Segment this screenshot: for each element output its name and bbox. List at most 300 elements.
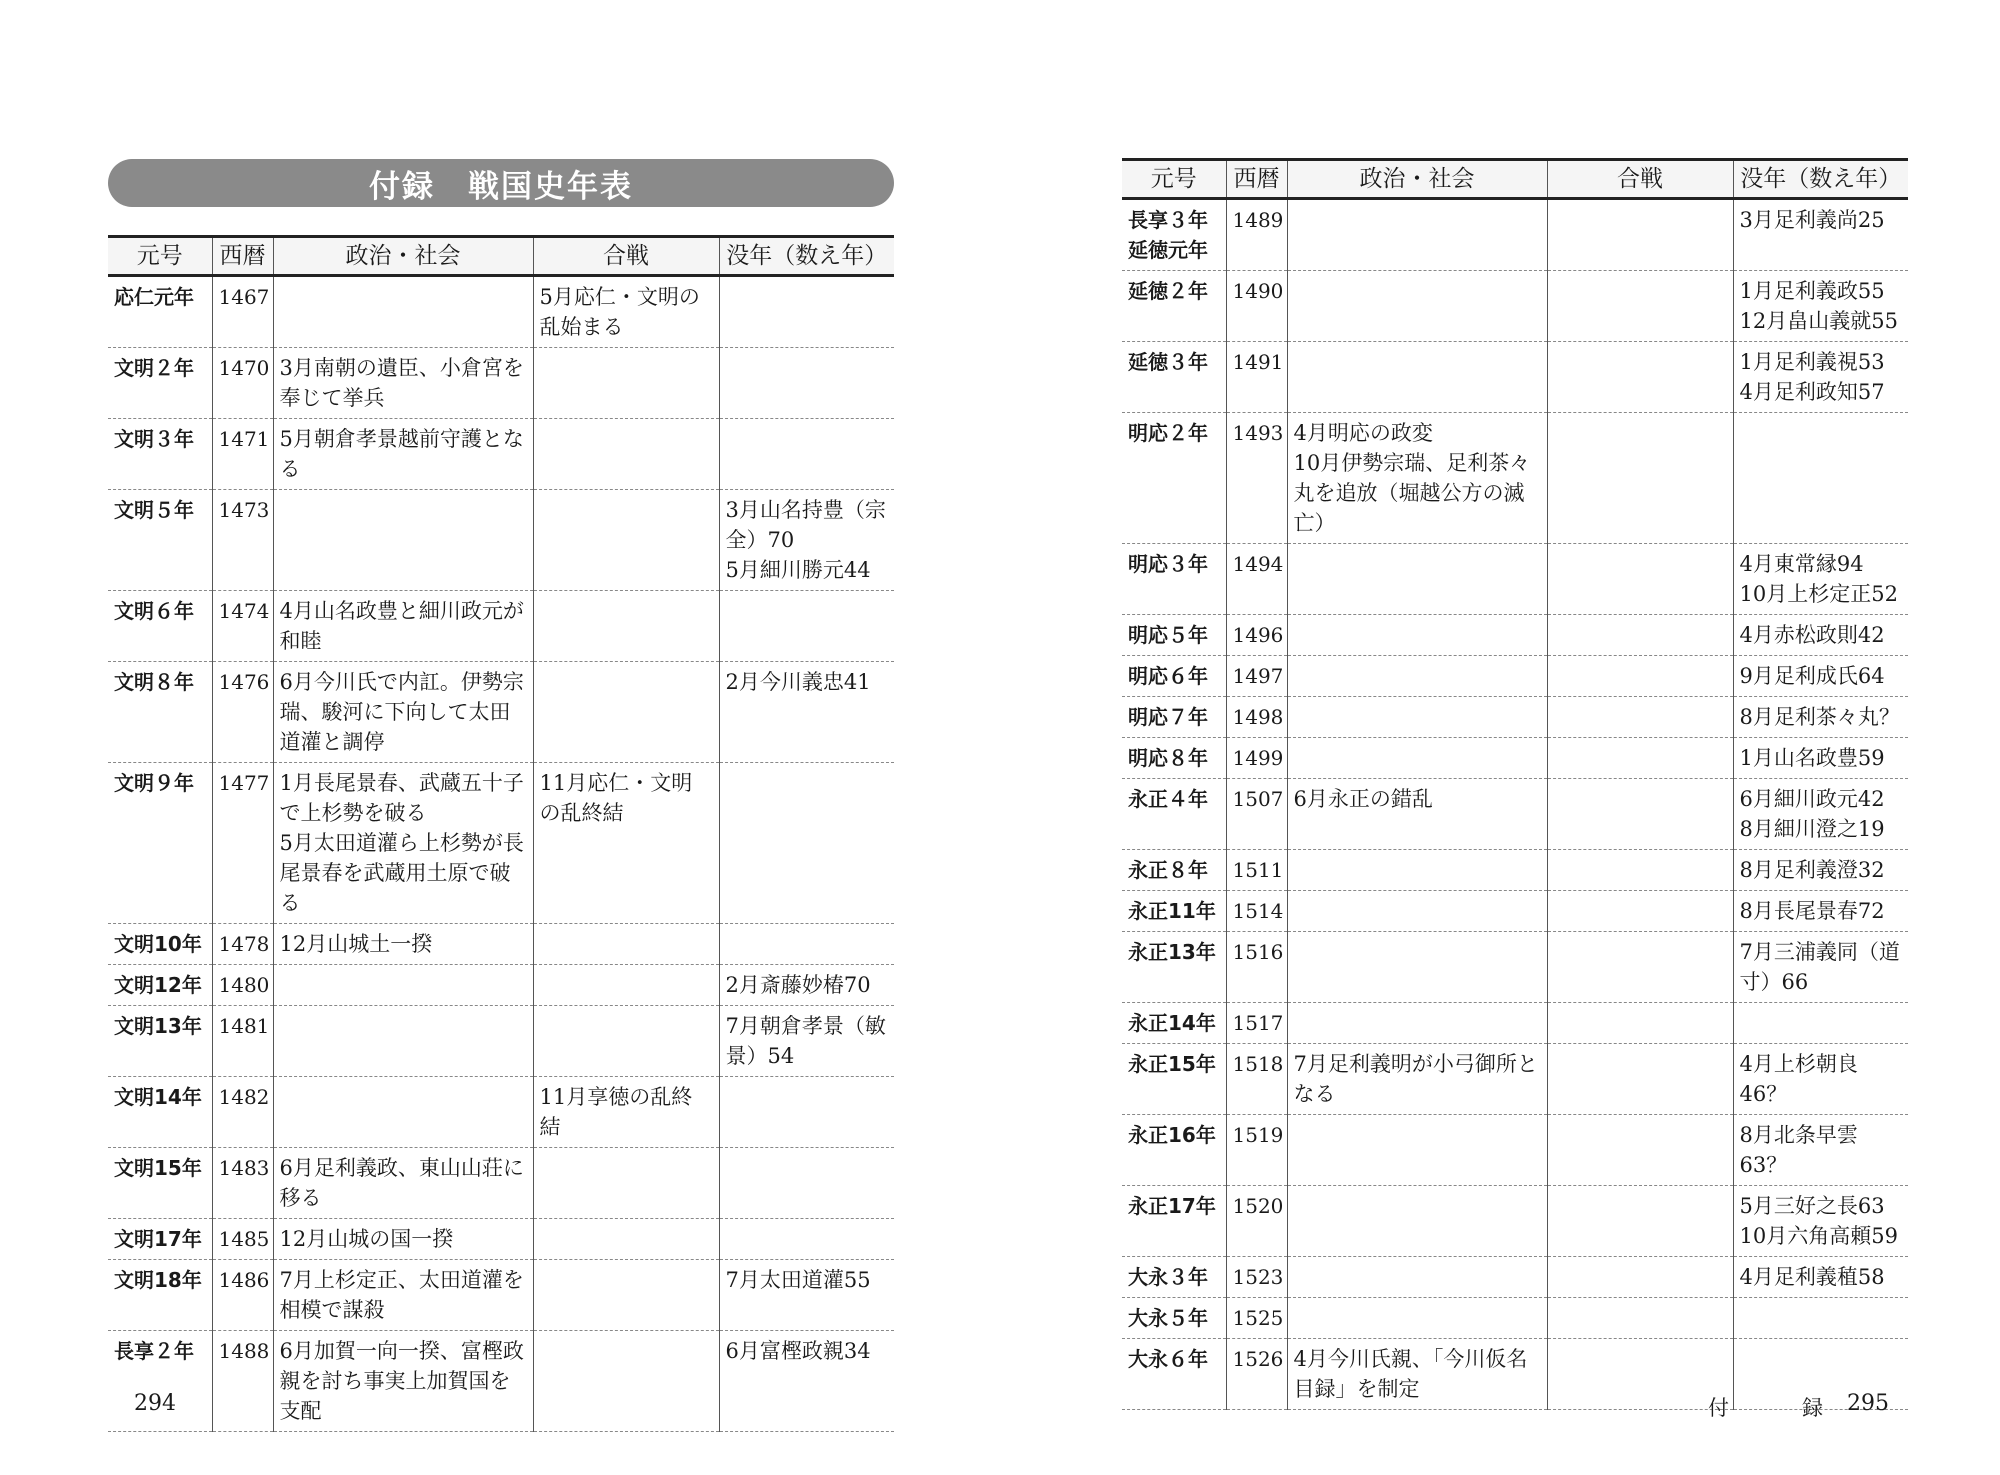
battle-cell [1547,271,1733,342]
era-cell [108,348,212,419]
politics-cell [1287,1257,1547,1298]
table-row [1122,779,1908,850]
politics-cell [1287,656,1547,697]
era-cell [1122,932,1226,1003]
politics-entry: 3月南朝の遺臣、小倉宮を奉じて挙兵 [279,356,524,410]
year-cell: 1490 [1226,271,1287,342]
battle-cell [533,591,719,662]
battle-cell [1547,1115,1733,1186]
politics-cell [1287,271,1547,342]
year-cell: 1516 [1226,932,1287,1003]
era-cell [1122,738,1226,779]
table-row [1122,1003,1908,1044]
deaths-entry: 8月長尾景春72 [1739,899,1885,923]
col-header-politics: 政治・社会 [1287,160,1547,199]
deaths-cell [1733,738,1908,779]
year-cell: 1486 [212,1260,273,1331]
politics-cell [273,591,533,662]
politics-cell [273,1219,533,1260]
deaths-cell [719,1077,894,1148]
col-header-battle: 合戦 [1547,160,1733,199]
deaths-cell [719,662,894,763]
era-cell [1122,891,1226,932]
year-cell: 1499 [1226,738,1287,779]
table-row [1122,615,1908,656]
year-cell: 1514 [1226,891,1287,932]
era-cell [1122,271,1226,342]
deaths-cell [719,1148,894,1219]
table-row [108,1006,894,1077]
era-text: 永正８年 [1128,858,1208,882]
deaths-entry: 4月足利義稙58 [1739,1265,1885,1289]
running-head-char: 録 [1802,1396,1823,1420]
politics-cell [273,965,533,1006]
page-number-right: 295 [1847,1391,1889,1416]
battle-cell [1547,1298,1733,1339]
politics-cell [1287,413,1547,544]
table-row [1122,850,1908,891]
era-text: 文明15年 [114,1156,202,1180]
table-body-left [108,276,894,1432]
battle-cell [533,1148,719,1219]
right-page [1000,0,2000,1475]
era-text: 永正16年 [1128,1123,1216,1147]
deaths-entry: 3月足利義尚25 [1739,208,1885,232]
deaths-cell [719,1219,894,1260]
battle-cell [1547,891,1733,932]
era-text: 永正14年 [1128,1011,1216,1035]
battle-cell [1547,850,1733,891]
politics-cell [1287,1339,1547,1410]
table-row [1122,1186,1908,1257]
table-row [108,1260,894,1331]
table-row [1122,738,1908,779]
table-row [1122,1044,1908,1115]
era-text: 文明17年 [114,1227,202,1251]
era-text: 大永５年 [1128,1306,1208,1330]
politics-entry: 1月長尾景春、武蔵五十子で上杉勢を破る [279,771,524,825]
era-cell [1122,1003,1226,1044]
table-row [1122,932,1908,1003]
year-cell: 1474 [212,591,273,662]
era-text: 永正17年 [1128,1194,1216,1218]
deaths-cell [1733,1298,1908,1339]
era-text: 文明２年 [114,356,194,380]
deaths-cell [1733,1186,1908,1257]
table-row [108,924,894,965]
col-header-politics: 政治・社会 [273,237,533,276]
battle-cell [533,965,719,1006]
year-cell: 1526 [1226,1339,1287,1410]
deaths-entry: 5月細川勝元44 [725,558,871,582]
table-row [1122,1257,1908,1298]
battle-cell [1547,615,1733,656]
politics-cell [1287,342,1547,413]
year-cell: 1507 [1226,779,1287,850]
table-row [1122,271,1908,342]
deaths-cell [1733,1115,1908,1186]
era-text: 永正15年 [1128,1052,1216,1076]
battle-cell [1547,1257,1733,1298]
battle-cell [533,276,719,348]
year-cell: 1488 [212,1331,273,1432]
era-text: 長享２年 [114,1339,194,1363]
table-row [108,490,894,591]
deaths-cell [1733,779,1908,850]
politics-entry: 7月上杉定正、太田道灌を相模で謀殺 [279,1268,524,1322]
deaths-entry: 8月足利義澄32 [1739,858,1885,882]
year-cell: 1517 [1226,1003,1287,1044]
year-cell: 1525 [1226,1298,1287,1339]
table-row [108,1148,894,1219]
politics-cell [273,1077,533,1148]
battle-cell [1547,1186,1733,1257]
era-text: 延徳３年 [1128,350,1208,374]
battle-cell [1547,1044,1733,1115]
deaths-entry: 1月足利義視53 [1739,350,1885,374]
table-row [1122,697,1908,738]
era-cell [108,662,212,763]
table-row [108,1077,894,1148]
table-row [1122,656,1908,697]
politics-cell [273,348,533,419]
deaths-cell [1733,271,1908,342]
era-cell [108,1219,212,1260]
deaths-entry: 3月山名持豊（宗全）70 [725,498,886,552]
battle-cell [533,1331,719,1432]
politics-cell [1287,1003,1547,1044]
era-cell [108,1006,212,1077]
chronology-table-left [108,235,894,1432]
politics-entry: 5月朝倉孝景越前守護となる [279,427,524,481]
year-cell: 1491 [1226,342,1287,413]
deaths-cell [1733,615,1908,656]
battle-cell [1547,413,1733,544]
col-header-deaths: 没年（数え年） [719,237,894,276]
table-body-right [1122,199,1908,1410]
politics-cell [1287,199,1547,271]
era-cell [108,276,212,348]
era-cell [108,1148,212,1219]
deaths-entry: 4月上杉朝良46？ [1739,1052,1858,1106]
table-row [1122,1298,1908,1339]
era-cell [1122,1186,1226,1257]
deaths-entry: 4月足利政知57 [1739,380,1885,404]
battle-cell [1547,342,1733,413]
battle-cell [533,490,719,591]
politics-cell [1287,738,1547,779]
year-cell: 1523 [1226,1257,1287,1298]
deaths-entry: 4月東常縁94 [1739,552,1864,576]
table-row [108,276,894,348]
year-cell: 1471 [212,419,273,490]
battle-cell [1547,199,1733,271]
table-row [108,662,894,763]
era-cell [1122,1115,1226,1186]
battle-cell [1547,779,1733,850]
year-cell: 1494 [1226,544,1287,615]
era-text: 明応７年 [1128,705,1208,729]
era-text: 文明10年 [114,932,202,956]
era-cell [108,965,212,1006]
battle-cell [533,763,719,924]
year-cell: 1481 [212,1006,273,1077]
era-cell [1122,779,1226,850]
era-text: 文明９年 [114,771,194,795]
battle-cell [533,1260,719,1331]
era-text: 文明８年 [114,670,194,694]
era-cell [1122,697,1226,738]
table-row [1122,413,1908,544]
politics-entry: 5月太田道灌ら上杉勢が長尾景春を武蔵用土原で破る [279,831,524,915]
table-row [1122,1115,1908,1186]
table-header-row [1122,160,1908,199]
deaths-entry: 1月足利義政55 [1739,279,1885,303]
era-cell [1122,1339,1226,1410]
year-cell: 1520 [1226,1186,1287,1257]
chronology-table-right [1122,158,1908,1410]
deaths-cell [1733,656,1908,697]
year-cell: 1498 [1226,697,1287,738]
era-cell [108,763,212,924]
deaths-cell [719,1260,894,1331]
deaths-cell [1733,199,1908,271]
battle-cell [1547,932,1733,1003]
era-text: 文明６年 [114,599,194,623]
deaths-cell [719,924,894,965]
battle-cell [1547,1003,1733,1044]
politics-cell [1287,1298,1547,1339]
politics-entry: 6月今川氏で内訌。伊勢宗瑞、駿河に下向して太田道灌と調停 [279,670,524,754]
era-text: 明応３年 [1128,552,1208,576]
era-cell [108,591,212,662]
deaths-cell [719,1006,894,1077]
year-cell: 1483 [212,1148,273,1219]
deaths-entry: 7月太田道灌55 [725,1268,871,1292]
politics-cell [273,763,533,924]
era-text: 永正４年 [1128,787,1208,811]
year-cell: 1489 [1226,199,1287,271]
politics-cell [1287,1044,1547,1115]
politics-entry: 10月伊勢宗瑞、足利茶々丸を追放（堀越公方の滅亡） [1293,451,1531,535]
year-cell: 1470 [212,348,273,419]
deaths-entry: 5月三好之長63 [1739,1194,1885,1218]
deaths-cell [1733,544,1908,615]
battle-cell [533,419,719,490]
year-cell: 1519 [1226,1115,1287,1186]
era-text: 文明13年 [114,1014,202,1038]
politics-entry: 12月山城土一揆 [279,932,433,956]
era-cell [1122,342,1226,413]
deaths-cell [1733,1257,1908,1298]
politics-entry: 4月今川氏親、「今川仮名目録」を制定 [1293,1347,1528,1401]
deaths-entry: 2月斎藤妙椿70 [725,973,871,997]
year-cell: 1493 [1226,413,1287,544]
table-row [108,348,894,419]
era-cell [1122,1257,1226,1298]
era-text: 文明12年 [114,973,202,997]
era-text: 明応５年 [1128,623,1208,647]
politics-cell [1287,1115,1547,1186]
battle-cell [533,348,719,419]
battle-cell [1547,738,1733,779]
deaths-entry: 4月赤松政則42 [1739,623,1885,647]
year-cell: 1485 [212,1219,273,1260]
deaths-cell [719,1331,894,1432]
era-cell [108,1077,212,1148]
year-cell: 1476 [212,662,273,763]
deaths-cell [719,490,894,591]
politics-entry: 4月山名政豊と細川政元が和睦 [279,599,524,653]
running-head [1708,1392,1823,1422]
era-cell [1122,615,1226,656]
era-text: 長享３年 [1128,208,1208,232]
politics-cell [273,419,533,490]
deaths-cell [1733,891,1908,932]
politics-entry: 12月山城の国一揆 [279,1227,454,1251]
table-row [108,763,894,924]
era-cell [108,1331,212,1432]
era-text: 文明14年 [114,1085,202,1109]
deaths-cell [719,591,894,662]
era-text: 延徳２年 [1128,279,1208,303]
deaths-entry: 8月足利茶々丸？ [1739,705,1900,729]
table-row [108,591,894,662]
politics-cell [1287,932,1547,1003]
battle-cell [533,1219,719,1260]
year-cell: 1467 [212,276,273,348]
era-text: 応仁元年 [114,285,194,309]
col-header-battle: 合戦 [533,237,719,276]
deaths-cell [1733,413,1908,544]
battle-cell [1547,544,1733,615]
battle-cell [533,924,719,965]
deaths-cell [719,276,894,348]
battle-cell [1547,1339,1733,1410]
era-cell [108,924,212,965]
deaths-entry: 10月上杉定正52 [1739,582,1898,606]
deaths-cell [1733,850,1908,891]
deaths-entry: 2月今川義忠41 [725,670,871,694]
deaths-cell [719,419,894,490]
era-text: 文明３年 [114,427,194,451]
year-cell: 1518 [1226,1044,1287,1115]
deaths-entry: 12月畠山義就55 [1739,309,1898,333]
deaths-cell [719,763,894,924]
year-cell: 1478 [212,924,273,965]
page-number-left: 294 [134,1391,176,1416]
era-cell [108,1260,212,1331]
era-text: 明応６年 [1128,664,1208,688]
deaths-cell [1733,1003,1908,1044]
year-cell: 1480 [212,965,273,1006]
deaths-cell [1733,342,1908,413]
deaths-cell [1733,1044,1908,1115]
politics-cell [1287,891,1547,932]
year-cell: 1511 [1226,850,1287,891]
politics-entry: 6月永正の錯乱 [1293,787,1433,811]
table-row [108,1219,894,1260]
politics-cell [1287,544,1547,615]
era-text: 文明18年 [114,1268,202,1292]
table-row [1122,342,1908,413]
battle-cell [533,662,719,763]
deaths-entry: 10月六角高頼59 [1739,1224,1898,1248]
table-row [1122,199,1908,271]
deaths-entry: 7月三浦義同（道寸）66 [1739,940,1900,994]
deaths-entry: 8月細川澄之19 [1739,817,1885,841]
era-text: 文明５年 [114,498,194,522]
politics-cell [273,276,533,348]
politics-entry: 6月足利義政、東山山荘に移る [279,1156,524,1210]
deaths-cell [719,965,894,1006]
politics-cell [1287,1186,1547,1257]
era-cell [1122,1044,1226,1115]
battle-entry: 11月応仁・文明の乱終結 [539,771,693,825]
era-text: 大永６年 [1128,1347,1208,1371]
politics-cell [1287,850,1547,891]
battle-cell [1547,697,1733,738]
politics-cell [273,924,533,965]
politics-cell [273,1331,533,1432]
battle-cell [533,1006,719,1077]
era-text: 永正11年 [1128,899,1216,923]
era-cell [1122,544,1226,615]
era-cell [1122,850,1226,891]
deaths-entry: 6月富樫政親34 [725,1339,871,1363]
era-text: 延徳元年 [1128,238,1208,262]
era-text: 明応８年 [1128,746,1208,770]
era-cell [108,490,212,591]
politics-cell [1287,697,1547,738]
col-header-era: 元号 [1122,160,1226,199]
year-cell: 1497 [1226,656,1287,697]
table-row [108,965,894,1006]
era-cell [108,419,212,490]
year-cell: 1477 [212,763,273,924]
deaths-cell [1733,932,1908,1003]
battle-entry: 5月応仁・文明の乱始まる [539,285,700,339]
table-header-row [108,237,894,276]
era-cell [1122,656,1226,697]
col-header-year: 西暦 [212,237,273,276]
col-header-era: 元号 [108,237,212,276]
politics-entry: 4月明応の政変 [1293,421,1433,445]
battle-cell [533,1077,719,1148]
era-text: 大永３年 [1128,1265,1208,1289]
deaths-cell [1733,697,1908,738]
deaths-entry: 6月細川政元42 [1739,787,1885,811]
appendix-title: 付録 戦国史年表 [108,159,894,207]
table-row [108,1331,894,1432]
running-head-char: 付 [1708,1396,1729,1420]
era-text: 永正13年 [1128,940,1216,964]
year-cell: 1482 [212,1077,273,1148]
table-row [108,419,894,490]
politics-cell [273,490,533,591]
era-cell [1122,1298,1226,1339]
table-row [1122,544,1908,615]
politics-entry: 6月加賀一向一揆、富樫政親を討ち事実上加賀国を支配 [279,1339,524,1423]
era-text: 明応２年 [1128,421,1208,445]
year-cell: 1496 [1226,615,1287,656]
deaths-entry: 1月山名政豊59 [1739,746,1885,770]
battle-entry: 11月享徳の乱終結 [539,1085,693,1139]
politics-cell [273,662,533,763]
col-header-deaths: 没年（数え年） [1733,160,1908,199]
deaths-entry: 9月足利成氏64 [1739,664,1885,688]
politics-cell [273,1006,533,1077]
